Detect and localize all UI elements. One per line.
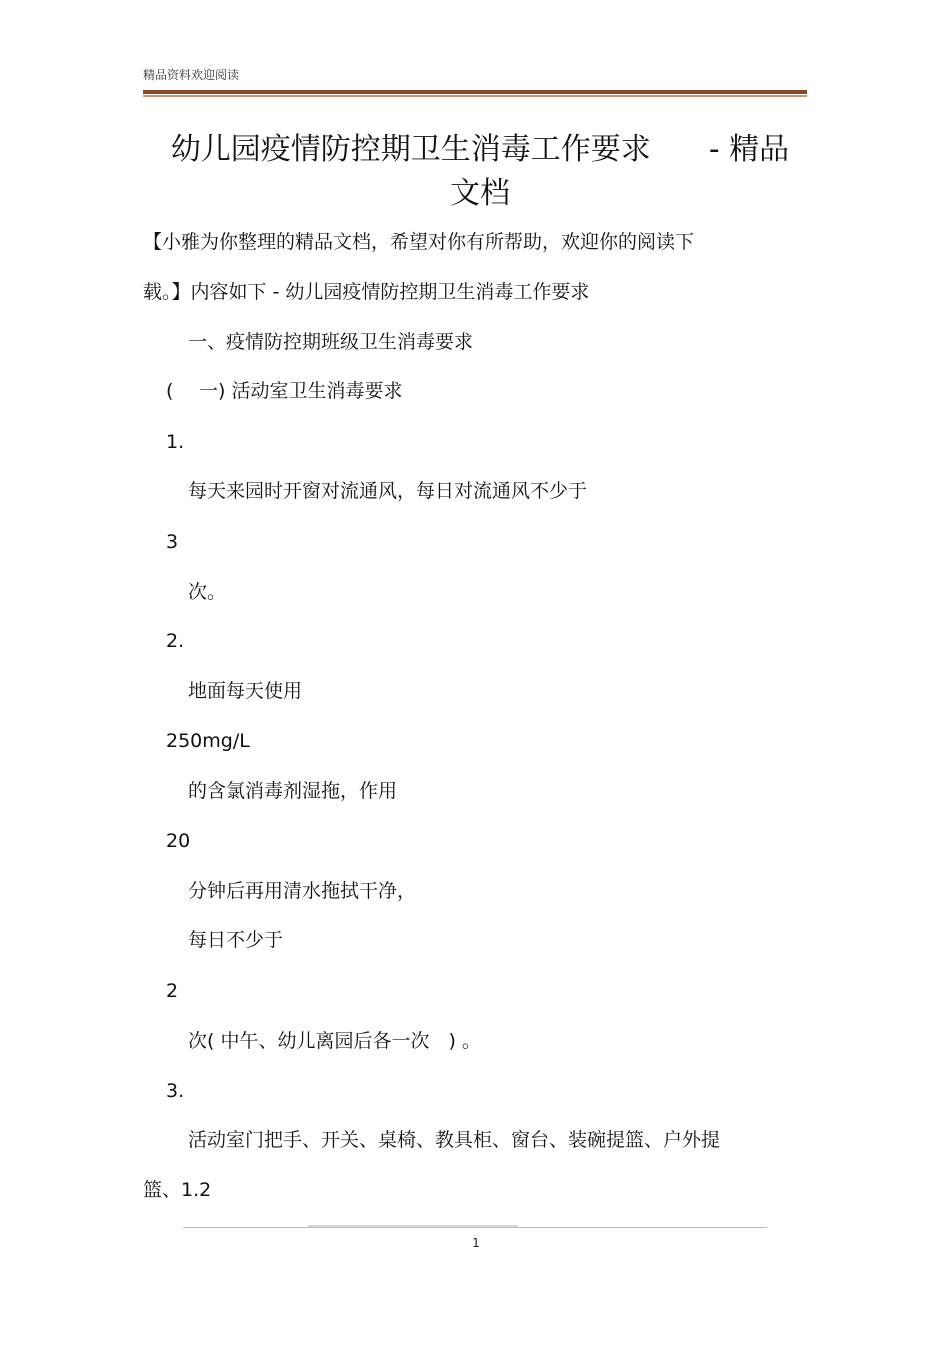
title-line-2: 文档 — [450, 176, 510, 211]
header-rule-thick — [143, 90, 807, 94]
item-number: 2. — [166, 630, 185, 652]
title-line-1 — [150, 128, 810, 172]
section-heading: 一、疫情防控期班级卫生消毒要求 — [188, 331, 474, 353]
item-text: 活动室门把手、开关、桌椅、教具柜、窗台、装碗提篮、户外提 — [188, 1129, 721, 1151]
header-text: 精品资料欢迎阅读 — [143, 68, 240, 82]
intro-line-2: 载。】内容如下 - 幼儿园疫情防控期卫生消毒工作要求 — [143, 281, 590, 303]
title-suffix: - 精品 — [708, 132, 790, 167]
item-text: 的含氯消毒剂湿拖，作用 — [188, 780, 398, 802]
item-text: 每天来园时开窗对流通风，每日对流通风不少于 — [188, 480, 588, 502]
page-number: 1 — [472, 1236, 480, 1250]
item-text: 分钟后再用清水拖拭干净， — [188, 880, 417, 902]
item-text: 每日不少于 — [188, 929, 284, 951]
item-text: 地面每天使用 — [188, 680, 303, 702]
item-value: 2 — [166, 980, 179, 1002]
item-text: 次( 中午、幼儿离园后各一次 ) 。 — [188, 1030, 481, 1052]
subsection-paren: ( — [166, 380, 174, 402]
title-main: 幼儿园疫情防控期卫生消毒工作要求 — [170, 132, 651, 167]
document-title — [150, 128, 810, 216]
intro-line-1: 【小雅为你整理的精品文档，希望对你有所帮助，欢迎你的阅读下 — [143, 231, 695, 253]
footer-rule — [183, 1227, 767, 1228]
item-text: 次。 — [188, 581, 227, 603]
header-rule-thin — [143, 95, 807, 97]
item-text: 篮、1.2 — [143, 1179, 212, 1201]
item-value: 3 — [166, 531, 179, 553]
item-number: 3. — [166, 1080, 185, 1102]
item-number: 1. — [166, 431, 185, 453]
item-value: 250mg/L — [166, 730, 250, 752]
subsection-heading: 一) 活动室卫生消毒要求 — [199, 380, 403, 402]
item-value: 20 — [166, 830, 191, 852]
